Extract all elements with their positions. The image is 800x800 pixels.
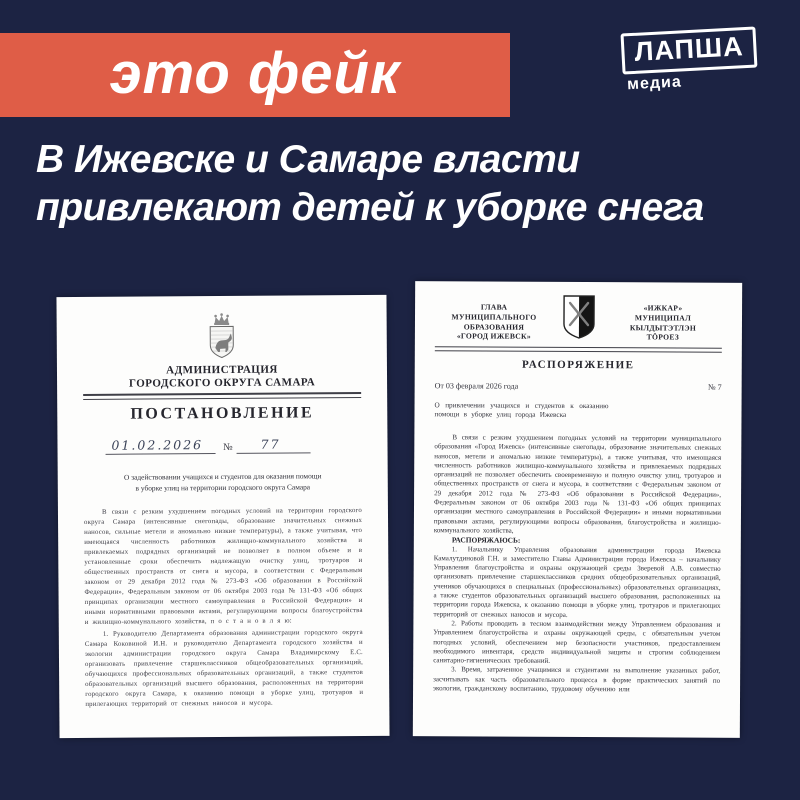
- fake-banner: [0, 33, 510, 117]
- document-samara-postanovlenie: [56, 295, 389, 738]
- document-izhevsk-rasporyazhenie: [413, 281, 742, 738]
- doc-paragraph: 2. Работы проводить в тесном взаимодействии между Управлением образования и Управлением благоустройства и охраны окружающей среды, с обязательным учетом погодных условий, обеспечением мер безопасности участников, предоставлением необходимого инвентаря, средств индивидуальной защиты и строгим соблюдением санитарно-гигиенических требований.: [433, 619, 721, 665]
- logo-title: ЛАПША: [633, 31, 745, 67]
- doc-paragraph: 3. Время, затраченное учащимися и студентами на выполнение указанных работ, засчитывать как часть образовательного процесса в форме практических занятий по экологии, гражданскому воспитанию, трудовому обучению или: [433, 665, 721, 694]
- lapsha-media-logo: [620, 27, 758, 95]
- resolve-word: РАСПОРЯЖАЮСЬ:: [451, 535, 521, 545]
- headline-line1: В Ижевске и Самаре власти: [36, 138, 580, 181]
- doc-paragraph: В связи с резким ухудшением погодных условий на территории муниципального образования «Город Ижевск» (интенсивные снегопады, образование значительных снежных наносов, метели и аномально низкие температуры), а также учитывая, что имеющаяся численность работников жилищно-коммунального хозяйства и привлекаемых подрядных организаций не позволяет обеспечить своевременную и полную очистку улиц, тротуаров и общественных пространств от снега и мусора, в соответствии с Федеральным законом от 29 декабря 2012 года № 273-ФЗ «Об образовании в Российской Федерации», Федеральным законом от 06 октября 2003 года № 131-ФЗ «Об общих принципах организации местного самоуправления в Российской Федерации» и иными нормативными правовыми актами, регулирующими вопросы образования, благоустройства и жилищно-коммунального хозяйства,: [433, 433, 722, 535]
- samara-org-name: АДМИНИСТРАЦИЯ ГОРОДСКОГО ОКРУГА САМАРА: [128, 363, 316, 390]
- doc-paragraph: 1. Руководителю Департамента образования администрации городского округа Самара Коковиной И.Н. и руководителю Департамента городского хозяйства и экологии администрации городского округа Самара Владимирскому Е.С. организовать привлечение старшеклассников общеобразовательных организаций, обучающихся профессиональных образовательных организаций, а также студентов образовательных организаций высшего образования, расположенных на территории городского округа Самара, к оказанию помощи в уборке улиц, тротуаров и прилегающих территорий от снежных наносов и мусора.: [84, 629, 364, 708]
- doc-paragraph: 1. Начальнику Управления образования администрации города Ижевска Камалутдиновой Г.Н. и заместителю Главы Администрации города Ижевска – начальнику Управления благоустройства и охраны окружающей среды Зверевой А.В. совместно организовать привлечение старшеклассников средних общеобразовательных организаций, учеников обучающихся в специальных (профессиональных) образовательных организациях, а также студентов образовательных организаций высшего образования, расположенных на территории города Ижевска, к оказанию помощи в уборке улиц, тротуаров и прилегающих территорий от снежных наносов и мусора.: [433, 544, 721, 619]
- izhevsk-org-name-russian: ГЛАВА МУНИЦИПАЛЬНОГО ОБРАЗОВАНИЯ «ГОРОД ИЖЕВСК»: [451, 302, 537, 342]
- doc-date: От 03 февраля 2026 года: [434, 381, 519, 391]
- doc-subject: О задействовании учащихся и студентов для оказания помощи в уборке улиц на территории городского округа Самара: [123, 471, 322, 493]
- header-divider: [83, 392, 361, 400]
- izhevsk-header-row: [435, 293, 722, 343]
- logo-box: [620, 27, 757, 75]
- samara-coat-of-arms-icon: [202, 312, 242, 360]
- header-divider: [435, 346, 722, 352]
- headline-line2: привлекают детей к уборке снега: [36, 186, 704, 229]
- doc-paragraph: В связи с резким ухудшением погодных условий на территории городского округа Самара (интенсивные снегопады, образование значительных снежных наносов, сильные метели и аномально низкие температуры), а также учитывая, что имеющаяся численность работников жилищно-коммунального хозяйства и привлекаемых подрядных организаций не позволяет в полном объеме и в установленные сроки обеспечить надлежащую очистку улиц, тротуаров и общественных пространств от снега и мусора, в соответствии с Федеральным законом от 29 декабря 2012 года № 273-ФЗ «Об образовании в Российской Федерации», Федеральным законом от 06 октября 2003 года № 131-ФЗ «Об общих принципах организации местного самоуправления в Российской Федерации» и иными нормативными правовыми актами, регулирующими вопросы благоустройства и жилищно-коммунального хозяйства, п о с т а н о в л я ю:: [84, 507, 363, 626]
- handwritten-number: 77: [237, 436, 311, 454]
- doc-type-title: ПОСТАНОВЛЕНИЕ: [130, 404, 315, 423]
- post-headline: [36, 136, 704, 232]
- handwritten-date-number-row: [105, 436, 361, 455]
- doc-subject: О привлечении учащихся и студентов к оказанию помощи в уборке улиц города Ижевска: [434, 401, 609, 420]
- number-sign: №: [223, 441, 233, 453]
- doc-number: № 7: [707, 382, 722, 392]
- izhevsk-org-name-udmurt: «ИЖКАР» МУНИЦИПАЛ КЫЛДЫТЭТЛЭН ТӦРОЕЗ: [629, 303, 697, 342]
- date-number-row: [435, 381, 722, 392]
- izhevsk-coat-of-arms-icon: [561, 294, 595, 340]
- fake-banner-label: это фейк: [109, 40, 401, 106]
- doc-type-title: РАСПОРЯЖЕНИЕ: [521, 358, 635, 372]
- handwritten-date: 01.02.2026: [105, 437, 215, 455]
- logo-subtitle: медиа: [626, 73, 683, 94]
